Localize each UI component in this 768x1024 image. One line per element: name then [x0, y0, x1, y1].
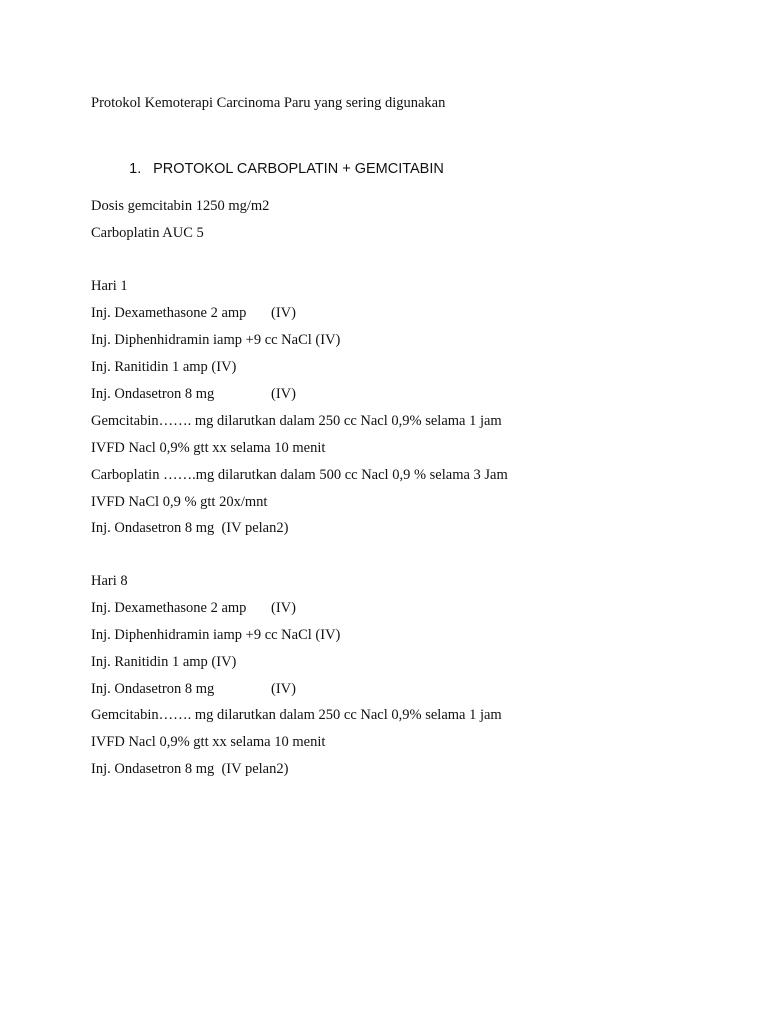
section-heading-text: PROTOKOL CARBOPLATIN + GEMCITABIN	[153, 161, 444, 177]
day1-row-ondasetron-route: (IV)	[271, 386, 296, 402]
day8-row-ondasetron-route: (IV)	[271, 681, 296, 697]
day8-row-ondasetron: Inj. Ondasetron 8 mg	[91, 681, 215, 697]
day8-row-ranitidin: Inj. Ranitidin 1 amp (IV)	[91, 654, 237, 670]
day1-row-dexamethasone: Inj. Dexamethasone 2 amp	[91, 305, 247, 321]
day1-row-ranitidin: Inj. Ranitidin 1 amp (IV)	[91, 359, 237, 375]
day8-row-dexamethasone: Inj. Dexamethasone 2 amp	[91, 600, 247, 616]
section-heading	[113, 142, 444, 196]
day1-row-carboplatin: Carboplatin …….mg dilarutkan dalam 500 cc Nacl 0,9 % selama 3 Jam	[91, 467, 508, 483]
day8-row-diphenhidramin: Inj. Diphenhidramin iamp +9 cc NaCl (IV)	[91, 627, 341, 643]
day1-row-ivfd-nacl: IVFD Nacl 0,9% gtt xx selama 10 menit	[91, 440, 326, 456]
day8-row-ondasetron-pelan: Inj. Ondasetron 8 mg (IV pelan2)	[91, 761, 289, 777]
day1-row-ivfd-nacl-20: IVFD NaCl 0,9 % gtt 20x/mnt	[91, 494, 268, 510]
dosing-carboplatin: Carboplatin AUC 5	[91, 225, 204, 241]
day1-row-ondasetron-pelan: Inj. Ondasetron 8 mg (IV pelan2)	[91, 520, 289, 536]
day8-row-dexamethasone-route: (IV)	[271, 600, 296, 616]
day8-row-ivfd-nacl: IVFD Nacl 0,9% gtt xx selama 10 menit	[91, 734, 326, 750]
day1-row-gemcitabin: Gemcitabin……. mg dilarutkan dalam 250 cc Nacl 0,9% selama 1 jam	[91, 413, 502, 429]
dosing-gemcitabin: Dosis gemcitabin 1250 mg/m2	[91, 198, 270, 214]
section-number: 1.	[129, 161, 142, 177]
day1-label: Hari 1	[91, 278, 128, 294]
day8-label: Hari 8	[91, 573, 128, 589]
document-title: Protokol Kemoterapi Carcinoma Paru yang sering digunakan	[91, 95, 446, 111]
day1-row-dexamethasone-route: (IV)	[271, 305, 296, 321]
day1-row-diphenhidramin: Inj. Diphenhidramin iamp +9 cc NaCl (IV)	[91, 332, 341, 348]
day1-row-ondasetron: Inj. Ondasetron 8 mg	[91, 386, 215, 402]
day8-row-gemcitabin: Gemcitabin……. mg dilarutkan dalam 250 cc Nacl 0,9% selama 1 jam	[91, 707, 502, 723]
